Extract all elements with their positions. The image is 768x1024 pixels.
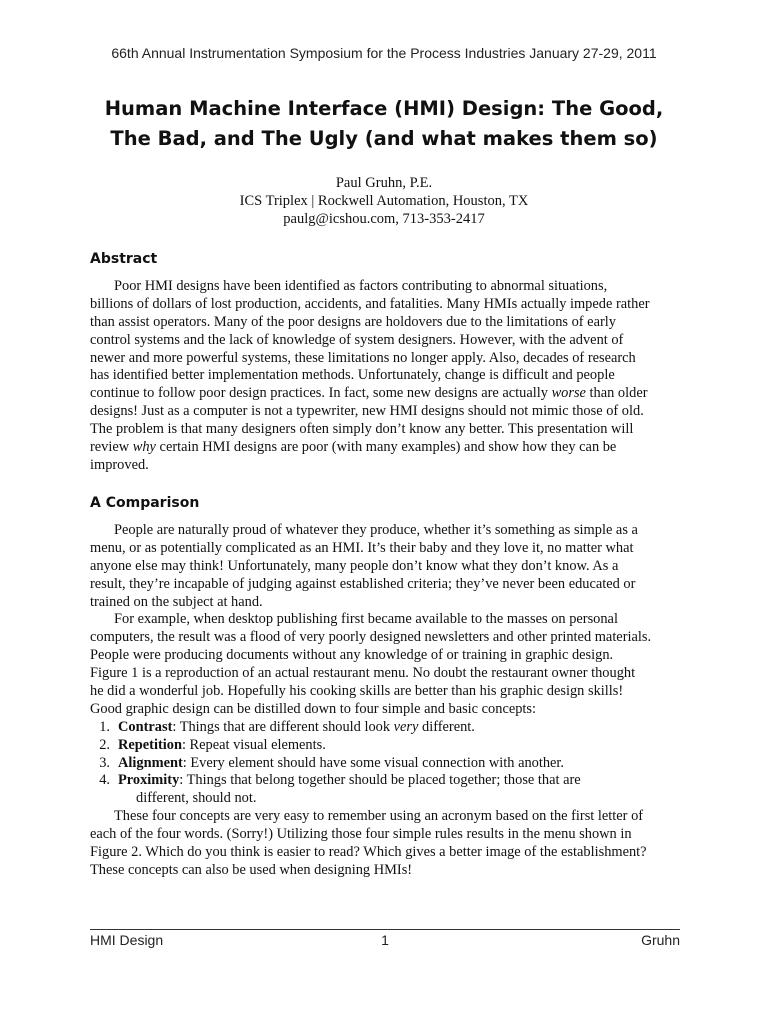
list-item-text: Repetition: Repeat visual elements.	[118, 736, 326, 753]
abstract-line: newer and more powerful systems, these limitations no longer apply. Also, decades of research	[90, 349, 636, 366]
list-term: Contrast	[118, 718, 173, 735]
list-item	[90, 772, 690, 790]
list-number: 4.	[99, 772, 110, 789]
abstract-line: review why certain HMI designs are poor (with many examples) and show how they can be	[90, 439, 617, 456]
paragraph-line: For example, when desktop publishing first became available to the masses on personal	[114, 611, 618, 628]
list-item-text: Contrast: Things that are different should look very different.	[118, 718, 475, 735]
list-number: 3.	[99, 754, 110, 771]
paper-title	[60, 94, 708, 154]
list-item-text: Alignment: Every element should have some visual connection with another.	[118, 754, 565, 771]
list-item	[90, 719, 690, 737]
abstract-line: has identified better implementation methods. Unfortunately, change is difficult and people	[90, 367, 615, 384]
abstract-line: billions of dollars of lost production, accidents, and fatalities. Many HMIs actually impede rather	[90, 295, 650, 312]
footer-right-text: Gruhn	[641, 932, 680, 948]
list-number: 2.	[99, 736, 110, 753]
list-number: 1.	[99, 718, 110, 735]
page-footer	[90, 932, 680, 950]
paragraph-line: These concepts can also be used when designing HMIs!	[90, 861, 413, 878]
paragraph-line: These four concepts are very easy to remember using an acronym based on the first letter of	[114, 808, 644, 825]
emphasis-text: worse	[551, 385, 586, 402]
title-line: Human Machine Interface (HMI) Design: The Good,	[104, 97, 664, 120]
paragraph-line: menu, or as potentially complicated as an HMI. It’s their baby and they love it, no matter what	[90, 539, 634, 556]
author-contact: paulg@icshou.com, 713-353-2417	[283, 211, 485, 227]
footer-divider	[90, 929, 680, 930]
list-item-continuation: different, should not.	[136, 790, 257, 807]
list-item	[90, 737, 690, 755]
list-term: Repetition	[118, 736, 182, 753]
page-number: 1	[381, 932, 389, 948]
paragraph-line: Figure 2. Which do you think is easier to read? Which gives a better image of the establishment?	[90, 844, 647, 861]
footer-left-text: HMI Design	[90, 932, 164, 948]
abstract-line: control systems and the lack of knowledge of system designers. However, with the advent of	[90, 331, 624, 348]
paragraph-line: trained on the subject at hand.	[90, 593, 263, 610]
list-term: Alignment	[118, 754, 183, 771]
abstract-line: The problem is that many designers often simply don’t know any better. This presentation will	[90, 421, 634, 438]
paragraph-line: computers, the result was a flood of very poorly designed newsletters and other printed materials.	[90, 629, 652, 646]
abstract-line: continue to follow poor design practices. In fact, some new designs are actually worse than older	[90, 385, 648, 402]
comparison-body	[90, 522, 690, 880]
title-line: The Bad, and The Ugly (and what makes them so)	[110, 127, 658, 150]
paragraph-line: Good graphic design can be distilled down to four simple and basic concepts:	[90, 700, 537, 717]
paragraph-line: he did a wonderful job. Hopefully his cooking skills are better than his graphic design skills!	[90, 683, 624, 700]
emphasis-text: very	[393, 718, 419, 735]
section-heading-abstract: Abstract	[90, 251, 158, 267]
list-item-text: Proximity: Things that belong together should be placed together; those that are	[118, 772, 581, 789]
paragraph-line: anyone else may think! Unfortunately, many people don’t know what they don’t know. As a	[90, 557, 619, 574]
paragraph-line: People are naturally proud of whatever they produce, whether it’s something as simple as a	[114, 522, 638, 538]
emphasis-text: why	[132, 439, 156, 456]
running-header: 66th Annual Instrumentation Symposium for the Process Industries January 27-29, 2011	[111, 45, 657, 61]
abstract-line: improved.	[90, 456, 149, 473]
paragraph-line: result, they’re incapable of judging against established criteria; they’ve never been educated or	[90, 575, 636, 592]
author-name: Paul Gruhn, P.E.	[335, 175, 433, 191]
author-block	[0, 174, 768, 228]
section-heading-comparison: A Comparison	[90, 495, 200, 511]
list-term: Proximity	[118, 772, 180, 789]
abstract-body	[90, 278, 690, 475]
list-item	[90, 755, 690, 773]
paragraph-line: People were producing documents without any knowledge of or training in graphic design.	[90, 647, 614, 664]
abstract-line: designs! Just as a computer is not a typewriter, new HMI designs should not mimic those of old.	[90, 403, 644, 420]
paragraph-line: each of the four words. (Sorry!) Utilizing those four simple rules results in the menu shown in	[90, 826, 632, 843]
abstract-line: than assist operators. Many of the poor designs are holdovers due to the limitations of early	[90, 313, 616, 330]
author-affiliation: ICS Triplex | Rockwell Automation, Houston, TX	[239, 193, 529, 209]
paragraph-line: Figure 1 is a reproduction of an actual restaurant menu. No doubt the restaurant owner thought	[90, 665, 636, 682]
abstract-line: Poor HMI designs have been identified as factors contributing to abnormal situations,	[114, 278, 608, 294]
